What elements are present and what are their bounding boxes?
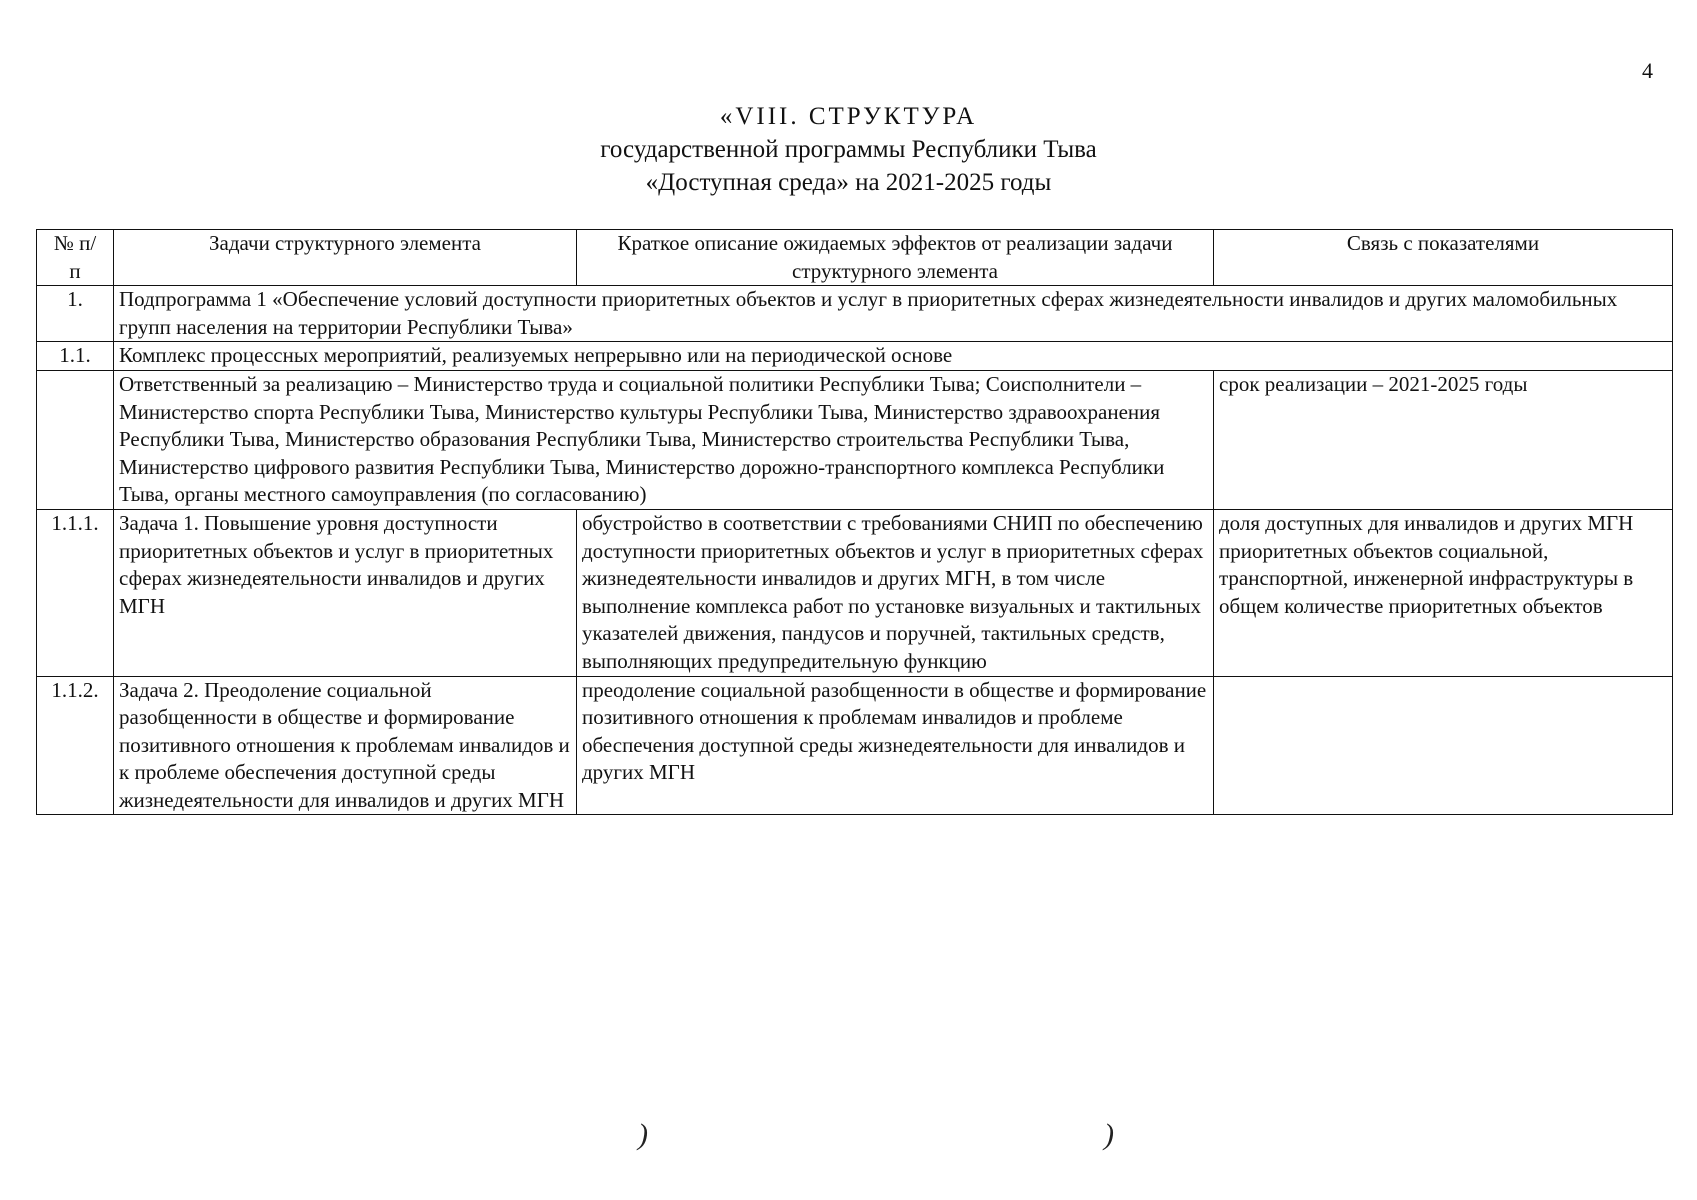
row-num: 1.1.2. bbox=[37, 676, 114, 815]
header-effects: Краткое описание ожидаемых эффектов от реализации задачи структурного элемента bbox=[577, 230, 1214, 286]
row-task: Задача 2. Преодоление социальной разобщенности в обществе и формирование позитивного отношения к проблемам инвалидов и к проблеме обеспечения доступной среды жизнедеятельности для инвалидов и других МГН bbox=[114, 676, 577, 815]
subprogram-num: 1. bbox=[37, 286, 114, 342]
table-header-row bbox=[37, 230, 1673, 286]
title-line-3: «Доступная среда» на 2021-2025 годы bbox=[645, 169, 1052, 196]
title-line-1: «VIII. СТРУКТУРА bbox=[719, 103, 978, 130]
responsible-text: Ответственный за реализацию – Министерство труда и социальной политики Республики Тыва; Соисполнители – Министерство спорта Республики Тыва, Министерство культуры Республики Тыва, Министерство здравоохранения Республики Тыва, Министерство образования Республики Тыва, Министерство строительства Республики Тыва, Министерство цифрового развития Республики Тыва, Министерство дорожно-транспортного комплекса Республики Тыва, органы местного самоуправления (по согласованию) bbox=[114, 370, 1214, 509]
row-task: Задача 1. Повышение уровня доступности приоритетных объектов и услуг в приоритетных сферах жизнедеятельности инвалидов и других МГН bbox=[114, 509, 577, 676]
structure-table bbox=[36, 229, 1673, 815]
footer-mark-left: ) bbox=[638, 1118, 648, 1151]
row-effect: преодоление социальной разобщенности в обществе и формирование позитивного отношения к проблемам инвалидов и проблеме обеспечения доступной среды жизнедеятельности для инвалидов и других МГН bbox=[577, 676, 1214, 815]
complex-text: Комплекс процессных мероприятий, реализуемых непрерывно или на периодической основе bbox=[114, 342, 1673, 371]
subprogram-text: Подпрограмма 1 «Обеспечение условий доступности приоритетных объектов и услуг в приоритетных сферах жизнедеятельности инвалидов и других маломобильных групп населения на территории Республики Тыва» bbox=[114, 286, 1673, 342]
table-row bbox=[37, 676, 1673, 815]
complex-num: 1.1. bbox=[37, 342, 114, 371]
header-indicators: Связь с показателями bbox=[1214, 230, 1673, 286]
row-effect: обустройство в соответствии с требованиями СНИП по обеспечению доступности приоритетных объектов и услуг в приоритетных сферах жизнедеятельности инвалидов и других МГН, в том числе выполнение комплекса работ по установке визуальных и тактильных указателей движения, пандусов и поручней, тактильных средств, выполняющих предупредительную функцию bbox=[577, 509, 1214, 676]
header-num: № п/п bbox=[37, 230, 114, 286]
table-row bbox=[37, 509, 1673, 676]
header-tasks: Задачи структурного элемента bbox=[114, 230, 577, 286]
title-line-2: государственной программы Республики Тыва bbox=[600, 136, 1097, 163]
responsible-row bbox=[37, 370, 1673, 509]
document-title bbox=[0, 100, 1697, 199]
responsible-term: срок реализации – 2021-2025 годы bbox=[1214, 370, 1673, 509]
row-indicator: доля доступных для инвалидов и других МГН приоритетных объектов социальной, транспортной, инженерной инфраструктуры в общем количестве приоритетных объектов bbox=[1214, 509, 1673, 676]
subprogram-row bbox=[37, 286, 1673, 342]
page-number: 4 bbox=[1642, 58, 1653, 83]
row-num: 1.1.1. bbox=[37, 509, 114, 676]
responsible-num-empty bbox=[37, 370, 114, 509]
complex-row bbox=[37, 342, 1673, 371]
row-indicator bbox=[1214, 676, 1673, 815]
footer-mark-right: ) bbox=[1104, 1118, 1114, 1151]
